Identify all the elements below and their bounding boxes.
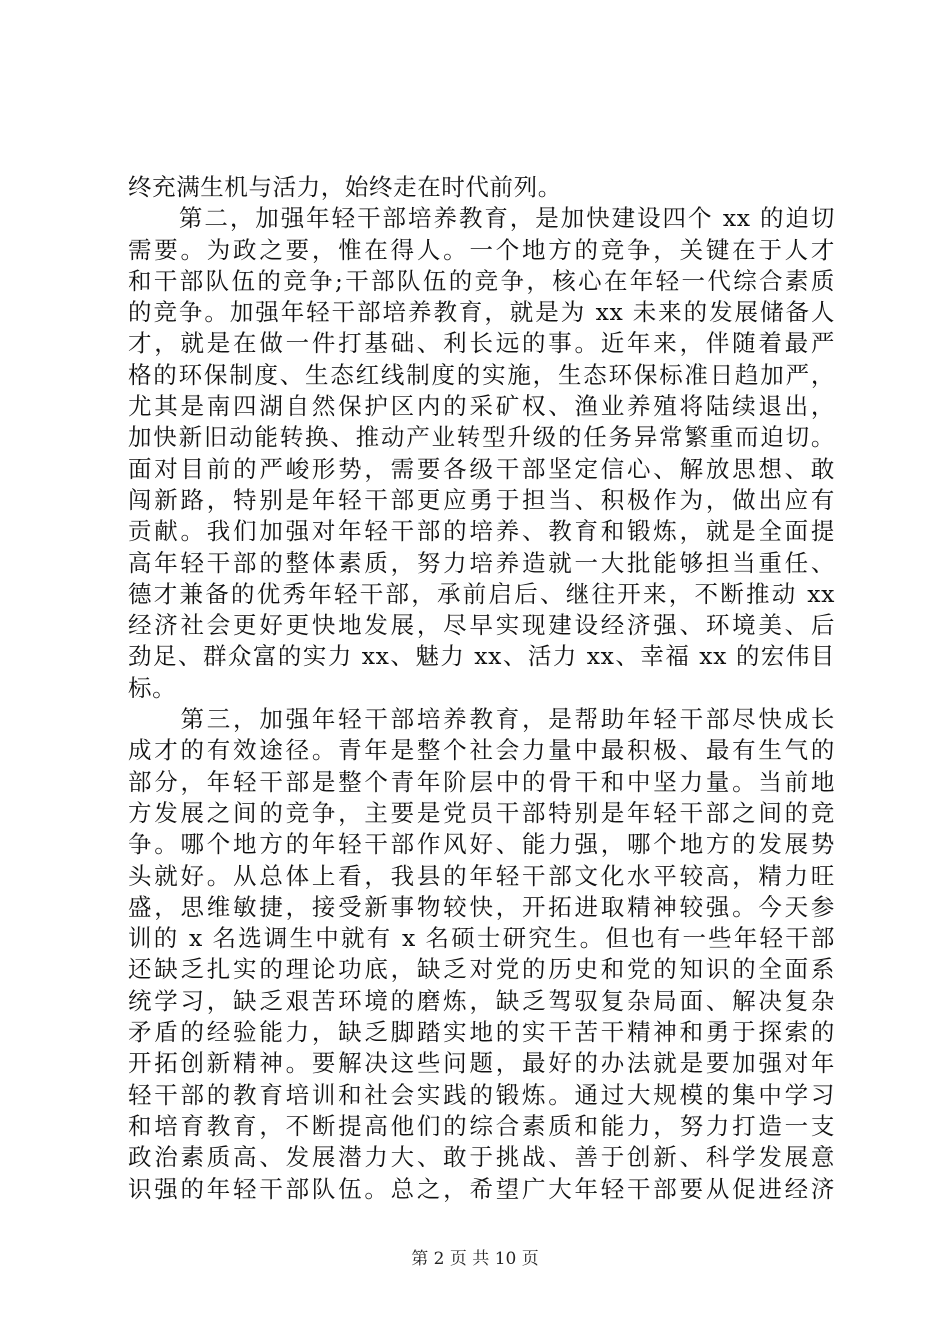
text-line: 劲足、群众富的实力 xx、魅力 xx、活力 xx、幸福 xx 的宏伟目 (128, 642, 835, 671)
text-line: 需要。为政之要，惟在得人。一个地方的竞争，关键在于人才 (128, 235, 835, 264)
text-line: 的竞争。加强年轻干部培养教育，就是为 xx 未来的发展储备人 (128, 298, 835, 327)
text-line: 矛盾的经验能力，缺乏脚踏实地的实干苦干精神和勇于探索的 (128, 1018, 835, 1047)
page-footer: 第 2 页 共 10 页 (411, 1249, 539, 1269)
text-line: 统学习，缺乏艰苦环境的磨炼，缺乏驾驭复杂局面、解决复杂 (128, 986, 835, 1015)
text-line: 高年轻干部的整体素质，努力培养造就一大批能够担当重任、 (128, 548, 835, 577)
text-line: 和干部队伍的竞争;干部队伍的竞争，核心在年轻一代综合素质 (128, 266, 835, 295)
text-line: 第三，加强年轻干部培养教育，是帮助年轻干部尽快成长 (128, 705, 835, 734)
text-line: 终充满生机与活力，始终走在时代前列。 (128, 173, 562, 201)
text-line: 格的环保制度、生态红线制度的实施，生态环保标准日趋加严， (128, 360, 835, 389)
text-line: 头就好。从总体上看，我县的年轻干部文化水平较高，精力旺 (128, 861, 835, 890)
body-text (128, 172, 835, 1205)
text-line: 争。哪个地方的年轻干部作风好、能力强，哪个地方的发展势 (128, 830, 835, 859)
text-line: 轻干部的教育培训和社会实践的锻炼。通过大规模的集中学习 (128, 1080, 835, 1109)
text-line: 第二，加强年轻干部培养教育，是加快建设四个 xx 的迫切 (128, 204, 835, 233)
text-line: 训的 x 名选调生中就有 x 名硕士研究生。但也有一些年轻干部 (128, 924, 835, 953)
text-line: 盛，思维敏捷，接受新事物较快，开拓进取精神较强。今天参 (128, 892, 835, 921)
text-line: 成才的有效途径。青年是整个社会力量中最积极、最有生气的 (128, 736, 835, 765)
text-line: 标。 (128, 673, 177, 702)
text-line: 贡献。我们加强对年轻干部的培养、教育和锻炼，就是全面提 (128, 517, 835, 546)
text-line: 部分，年轻干部是整个青年阶层中的骨干和中坚力量。当前地 (128, 767, 835, 796)
text-line: 还缺乏扎实的理论功底，缺乏对党的历史和党的知识的全面系 (128, 955, 835, 984)
text-line: 经济社会更好更快地发展，尽早实现建设经济强、环境美、后 (128, 611, 835, 640)
text-line: 才，就是在做一件打基础、利长远的事。近年来，伴随着最严 (128, 329, 835, 358)
text-line: 政治素质高、发展潜力大、敢于挑战、善于创新、科学发展意 (128, 1143, 835, 1172)
text-line: 德才兼备的优秀年轻干部，承前启后、继往开来，不断推动 xx (128, 579, 835, 608)
text-line: 开拓创新精神。要解决这些问题，最好的办法就是要加强对年 (128, 1049, 835, 1078)
text-line: 方发展之间的竞争，主要是党员干部特别是年轻干部之间的竞 (128, 798, 835, 827)
text-line: 加快新旧动能转换、推动产业转型升级的任务异常繁重而迫切。 (128, 423, 835, 452)
text-line: 闯新路，特别是年轻干部更应勇于担当、积极作为，做出应有 (128, 485, 835, 514)
text-line: 尤其是南四湖自然保护区内的采矿权、渔业养殖将陆续退出， (128, 392, 835, 421)
text-line: 面对目前的严峻形势，需要各级干部坚定信心、解放思想、敢 (128, 454, 835, 483)
text-line: 识强的年轻干部队伍。总之，希望广大年轻干部要从促进经济 (128, 1174, 835, 1203)
text-line: 和培育教育，不断提高他们的综合素质和能力，努力打造一支 (128, 1111, 835, 1140)
